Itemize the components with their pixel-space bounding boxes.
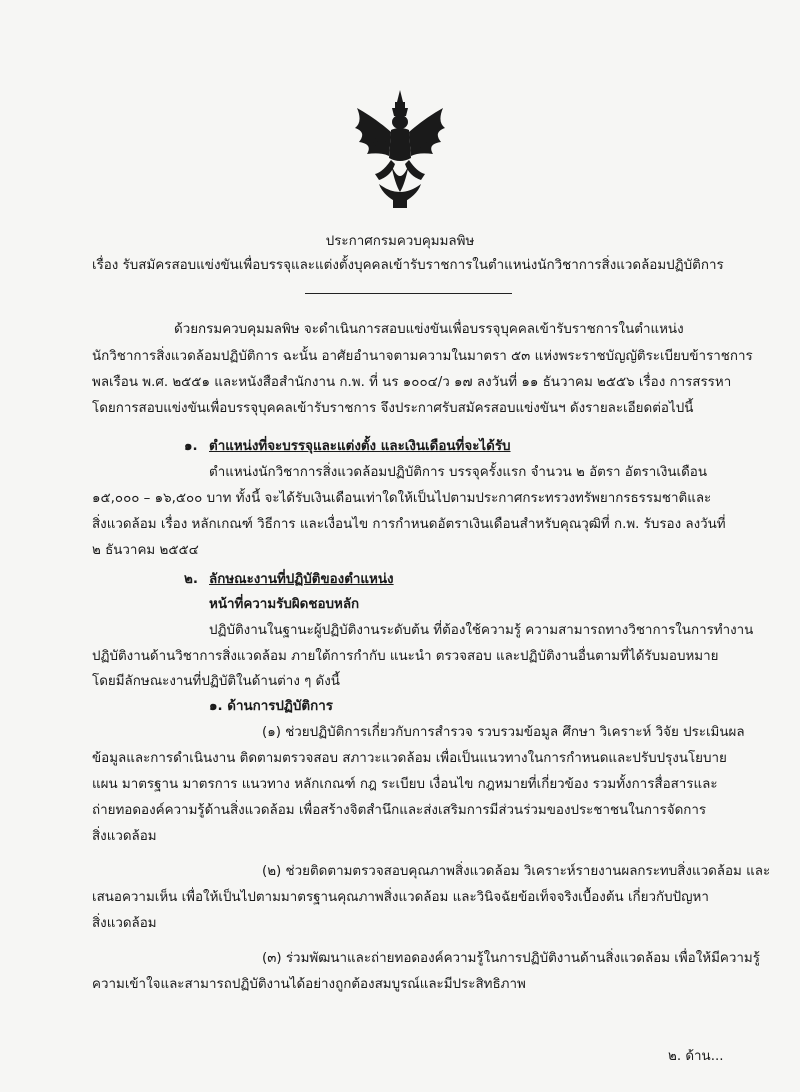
section2-number: ๒. <box>184 572 198 587</box>
page-continuation: ๒. ด้าน... <box>668 1049 724 1064</box>
intro-line: ด้วยกรมควบคุมมลพิษ จะดำเนินการสอบแข่งขันเพื่อบรรจุบุคคลเข้ารับราชการในตำแหน่ง <box>174 322 684 337</box>
item3-line: (๓) ร่วมพัฒนาและถ่ายทอดองค์ความรู้ในการปฏิบัติงานด้านสิ่งแวดล้อม เพื่อให้มีความรู้ <box>262 951 760 966</box>
announcement-subject: เรื่อง รับสมัครสอบแข่งขันเพื่อบรรจุและแต่งตั้งบุคคลเข้ารับราชการในตำแหน่งนักวิชาการสิ่งแวดล้อมปฏิบัติการ <box>92 258 724 273</box>
intro-line: นักวิชาการสิ่งแวดล้อมปฏิบัติการ ฉะนั้น อาศัยอำนาจตามความในมาตรา ๕๓ แห่งพระราชบัญญัติระเบียบข้าราชการ <box>92 349 753 364</box>
section1-line: ๑๕,๐๐๐ – ๑๖,๕๐๐ บาท ทั้งนี้ จะได้รับเงินเดือนเท่าใดให้เป็นไปตามประกาศกระทรวงทรัพยากรธรรมชาติและ <box>92 491 712 506</box>
item1-line: สิ่งแวดล้อม <box>92 829 157 844</box>
section1-line: สิ่งแวดล้อม เรื่อง หลักเกณฑ์ วิธีการ และเงื่อนไข การกำหนดอัตราเงินเดือนสำหรับคุณวุฒิที่ ก.พ. รับรอง ลงวันที่ <box>92 517 726 532</box>
intro-line: โดยการสอบแข่งขันเพื่อบรรจุบุคคลเข้ารับราชการ จึงประกาศรับสมัครสอบแข่งขันฯ ดังรายละเอียดต่อไปนี้ <box>92 401 694 416</box>
item1-line: แผน มาตรฐาน มาตรการ แนวทาง หลักเกณฑ์ กฎ ระเบียบ เงื่อนไข กฎหมายที่เกี่ยวข้อง รวมทั้งการสื่อสารและ <box>92 777 718 792</box>
section1-line: ตำแหน่งนักวิชาการสิ่งแวดล้อมปฏิบัติการ บรรจุครั้งแรก จำนวน ๒ อัตรา อัตราเงินเดือน <box>209 465 707 480</box>
section2-line: โดยมีลักษณะงานที่ปฏิบัติในด้านต่าง ๆ ดังนี้ <box>92 674 340 689</box>
announcement-title: ประกาศกรมควบคุมมลพิษ <box>325 234 475 249</box>
item2-line: สิ่งแวดล้อม <box>92 916 157 931</box>
subsection-operations-heading: ๑. ด้านการปฏิบัติการ <box>209 699 333 714</box>
intro-line: พลเรือน พ.ศ. ๒๕๕๑ และหนังสือสำนักงาน ก.พ. ที่ นร ๑๐๐๔/ว ๑๗ ลงวันที่ ๑๑ ธันวาคม ๒๕๕๖ เรื่อง การสรรหา <box>92 375 732 390</box>
item1-line: (๑) ช่วยปฏิบัติการเกี่ยวกับการสำรวจ รวบรวมข้อมูล ศึกษา วิเคราะห์ วิจัย ประเมินผล <box>262 725 745 740</box>
item2-line: เสนอความเห็น เพื่อให้เป็นไปตามมาตรฐานคุณภาพสิ่งแวดล้อม และวินิจฉัยข้อเท็จจริงเบื้องต้น เกี่ยวกับปัญหา <box>92 890 709 905</box>
garuda-emblem-icon <box>345 88 455 210</box>
item2-line: (๒) ช่วยติดตามตรวจสอบคุณภาพสิ่งแวดล้อม วิเคราะห์รายงานผลกระทบสิ่งแวดล้อม และ <box>262 864 771 879</box>
section2-line: ปฏิบัติงานด้านวิชาการสิ่งแวดล้อม ภายใต้การกำกับ แนะนำ ตรวจสอบ และปฏิบัติงานอื่นตามที่ได้รับมอบหมาย <box>92 649 719 664</box>
item3-line: ความเข้าใจและสามารถปฏิบัติงานได้อย่างถูกต้องสมบูรณ์และมีประสิทธิภาพ <box>92 977 526 992</box>
section2-heading: ลักษณะงานที่ปฏิบัติของตำแหน่ง <box>209 572 394 587</box>
section1-line: ๒ ธันวาคม ๒๕๕๔ <box>92 543 199 558</box>
section1-heading: ตำแหน่งที่จะบรรจุและแต่งตั้ง และเงินเดือนที่จะได้รับ <box>209 439 511 454</box>
item1-line: ถ่ายทอดองค์ความรู้ด้านสิ่งแวดล้อม เพื่อสร้างจิตสำนึกและส่งเสริมการมีส่วนร่วมของประชาชนในการจัดการ <box>92 803 707 818</box>
title-divider <box>305 293 512 294</box>
section2-subheading: หน้าที่ความรับผิดชอบหลัก <box>209 597 360 612</box>
section2-line: ปฏิบัติงานในฐานะผู้ปฏิบัติงานระดับต้น ที่ต้องใช้ความรู้ ความสามารถทางวิชาการในการทำงาน <box>209 623 754 638</box>
section1-number: ๑. <box>184 439 198 454</box>
item1-line: ข้อมูลและการดำเนินงาน ติดตามตรวจสอบ สภาวะแวดล้อม เพื่อเป็นแนวทางในการกำหนดและปรับปรุงนโยบาย <box>92 751 727 766</box>
